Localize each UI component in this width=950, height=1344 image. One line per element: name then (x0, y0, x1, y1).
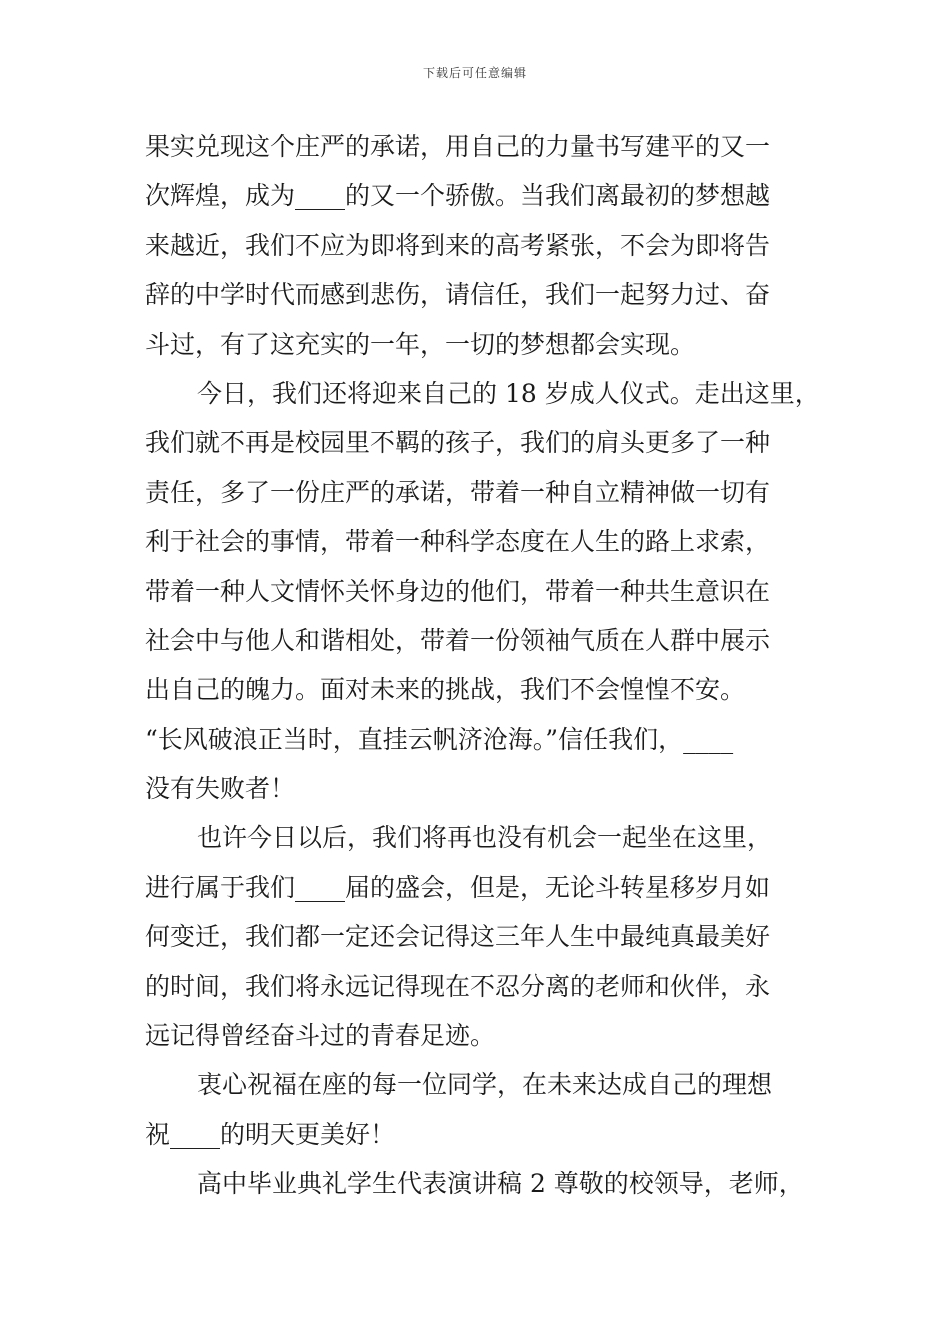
text-line: 次辉煌，成为____的又一个骄傲。当我们离最初的梦想越 (145, 181, 771, 211)
text-line: 没有失败者！ (145, 774, 296, 804)
page-header: 下载后可任意编辑 (422, 66, 527, 80)
paragraph-start-line: 高中毕业典礼学生代表演讲稿 2 尊敬的校领导，老师， (197, 1169, 804, 1199)
text-line: 辞的中学时代而感到悲伤，请信任，我们一起努力过、奋 (145, 280, 771, 310)
text-line: 远记得曾经奋斗过的青春足迹。 (145, 1021, 496, 1051)
text-line: 来越近，我们不应为即将到来的高考紧张，不会为即将告 (145, 230, 771, 260)
text-line: 的时间，我们将永远记得现在不忍分离的老师和伙伴，永 (145, 971, 771, 1001)
text-line: 果实兑现这个庄严的承诺，用自己的力量书写建平的又一 (145, 132, 771, 161)
paragraph-start-line: 也许今日以后，我们将再也没有机会一起坐在这里， (197, 823, 773, 853)
text-line: 责任，多了一份庄严的承诺，带着一种自立精神做一切有 (145, 477, 771, 507)
paragraph-start-line: 衷心祝福在座的每一位同学，在未来达成自己的理想 (197, 1070, 773, 1100)
text-line: 斗过，有了这充实的一年，一切的梦想都会实现。 (145, 329, 696, 359)
text-line: 我们就不再是校园里不羁的孩子，我们的肩头更多了一种 (145, 428, 771, 458)
text-line: 出自己的魄力。面对未来的挑战，我们不会惶惶不安。 (145, 675, 746, 705)
text-line: 利于社会的事情，带着一种科学态度在人生的路上求索， (145, 527, 771, 557)
text-line: 带着一种人文情怀关怀身边的他们，带着一种共生意识在 (145, 576, 771, 606)
text-line: 祝____的明天更美好！ (145, 1119, 396, 1149)
text-line: “长风破浪正当时，直挂云帆济沧海。”信任我们，____ (145, 724, 734, 754)
text-line: 何变迁，我们都一定还会记得这三年人生中最纯真最美好 (145, 922, 771, 952)
paragraph-start-line: 今日，我们还将迎来自己的 18 岁成人仪式。走出这里， (197, 378, 820, 408)
text-line: 进行属于我们____届的盛会，但是，无论斗转星移岁月如 (145, 872, 771, 902)
text-line: 社会中与他人和谐相处，带着一份领袖气质在人群中展示 (145, 625, 771, 655)
document-body (145, 122, 820, 1209)
